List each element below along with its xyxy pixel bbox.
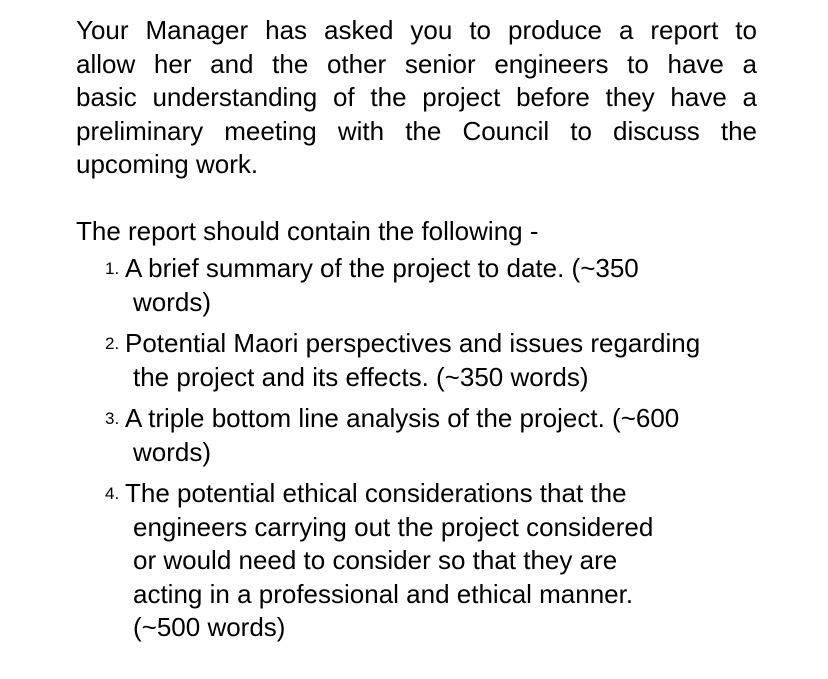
requirement-number: 1. — [105, 259, 120, 278]
requirement-number: 4. — [105, 484, 120, 503]
requirement-text-line: acting in a professional and ethical manner. — [133, 578, 634, 609]
intro-line: upcoming work. — [76, 149, 259, 179]
intro-paragraph — [76, 14, 757, 182]
requirement-text-line: or would need to consider so that they are — [133, 545, 618, 575]
requirement-text-line: A triple bottom line analysis of the project. (~600 — [125, 403, 680, 433]
intro-line: basic understanding of the project before they have a — [76, 82, 757, 112]
intro-line: preliminary meeting with the Council to discuss the — [76, 115, 757, 146]
document-body — [76, 14, 757, 653]
intro-line: allow her and the other senior engineers to have a — [76, 48, 757, 79]
requirement-item — [76, 477, 757, 645]
requirement-text-line: engineers carrying out the project considered — [133, 511, 654, 542]
requirement-number: 2. — [105, 334, 120, 353]
report-contents-lead: The report should contain the following - — [76, 215, 539, 246]
requirements-list — [76, 252, 757, 645]
requirement-text-line: (~500 words) — [133, 612, 286, 642]
requirement-text-line: A brief summary of the project to date. (~350 — [125, 253, 639, 283]
requirement-text-line: words) — [133, 436, 212, 467]
requirement-item — [76, 402, 757, 469]
intro-line: Your Manager has asked you to produce a report to — [76, 15, 757, 45]
requirement-text-line: the project and its effects. (~350 words) — [133, 361, 589, 392]
requirement-text-line: Potential Maori perspectives and issues regarding — [125, 328, 701, 358]
requirement-number: 3. — [105, 409, 120, 428]
requirement-item — [76, 327, 757, 394]
requirement-text-line: words) — [133, 286, 212, 317]
requirement-item — [76, 252, 757, 319]
requirement-text-line: The potential ethical considerations that the — [125, 478, 627, 508]
